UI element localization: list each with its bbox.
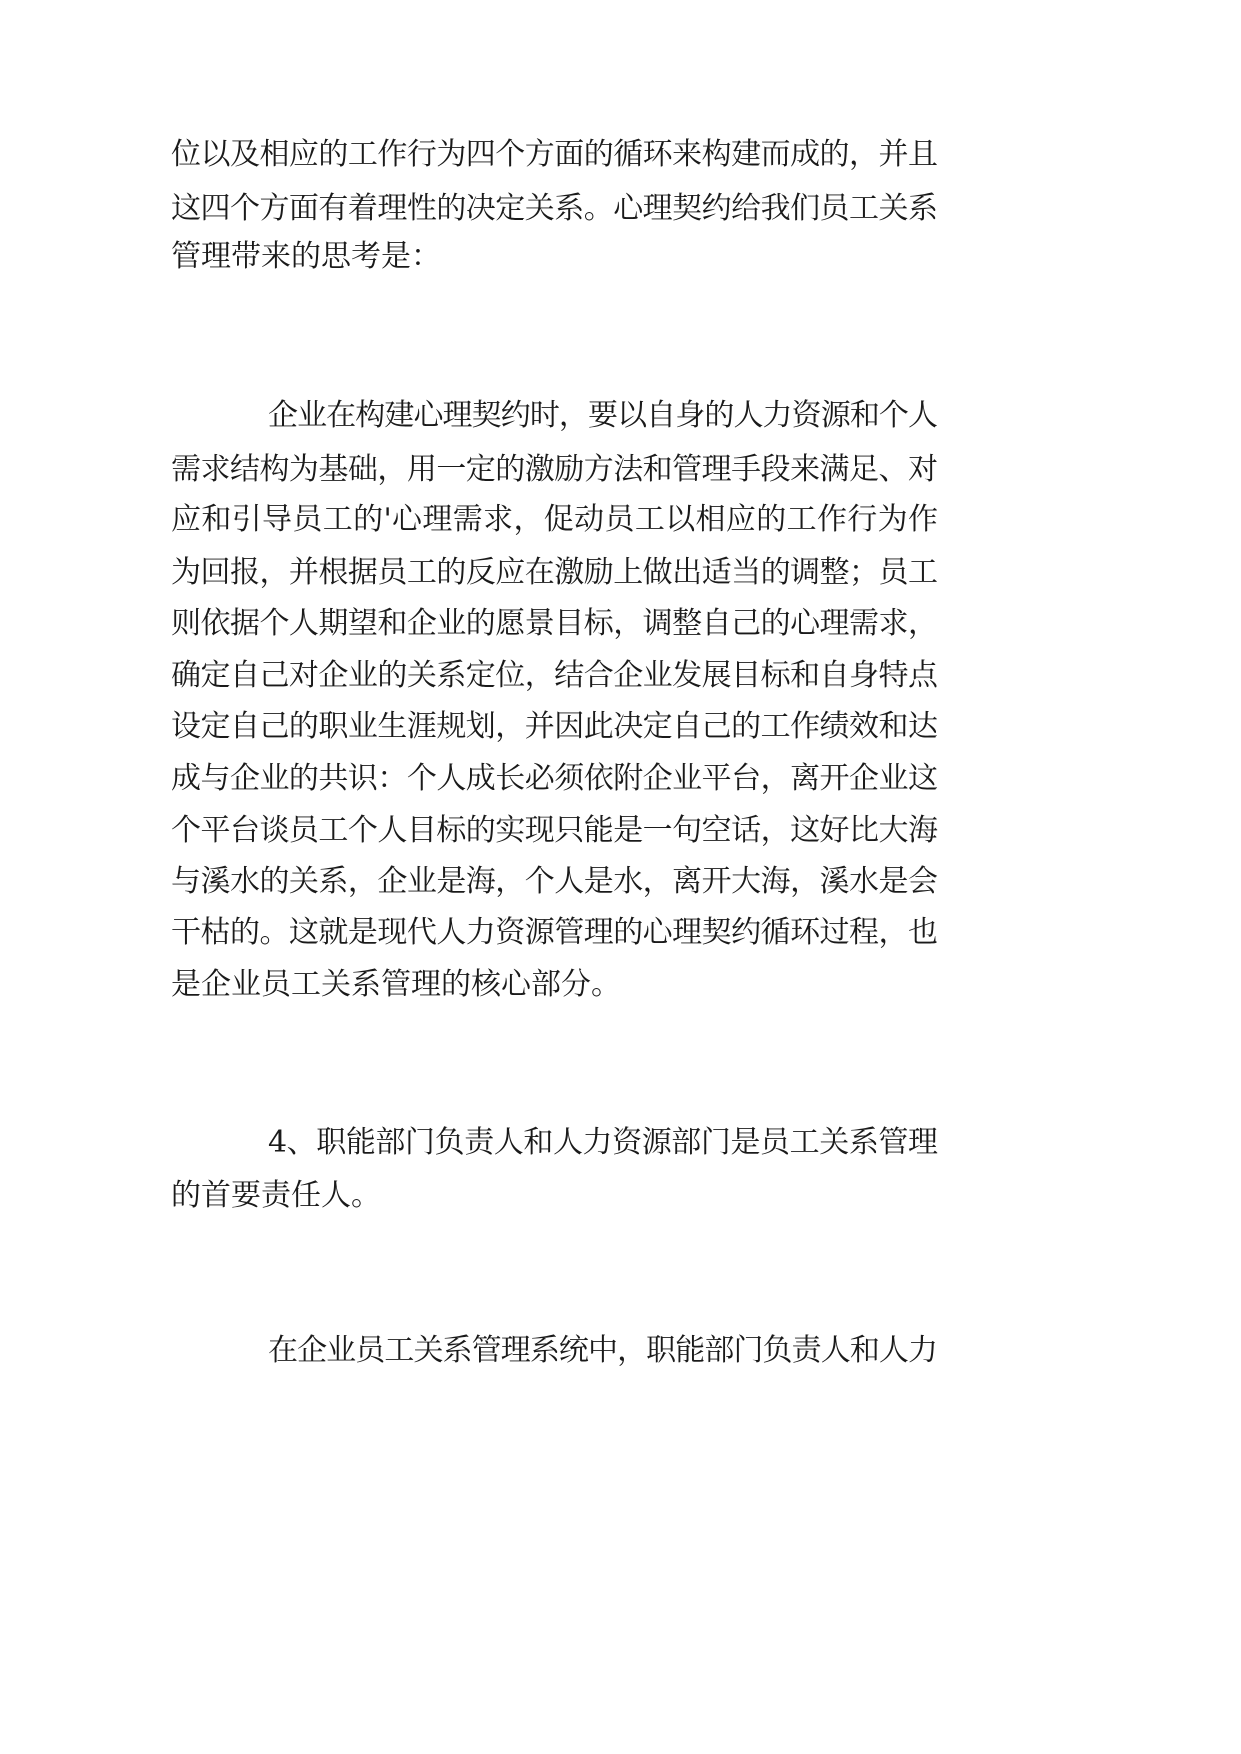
text-line-content: 的首要责任人。: [171, 1178, 381, 1213]
text-line: [0, 857, 1241, 907]
text-line: [0, 651, 1241, 701]
text-line: [0, 495, 1241, 545]
text-line: [0, 391, 1241, 441]
text-line-content: 4、职能部门负责人和人力资源部门是员工关系管理: [268, 1125, 938, 1160]
text-line-content: 为回报，并根据员工的反应在激励上做出适当的调整；员工: [171, 555, 938, 590]
text-line-content: 设定自己的职业生涯规划，并因此决定自己的工作绩效和达: [171, 709, 938, 744]
text-line: [0, 960, 1241, 1010]
text-line-content: 在企业员工关系管理系统中，职能部门负责人和人力: [268, 1333, 938, 1368]
text-line: [0, 1118, 1241, 1168]
text-line-content: 企业在构建心理契约时，要以自身的人力资源和个人: [268, 398, 938, 433]
text-line: [0, 548, 1241, 598]
text-line: [0, 184, 1241, 234]
text-line-content: 成与企业的共识：个人成长必须依附企业平台，离开企业这: [171, 761, 938, 796]
text-line: [0, 702, 1241, 752]
text-line-content: 应和引导员工的'心理需求，促动员工以相应的工作行为作: [171, 502, 939, 537]
text-line-content: 与溪水的关系，企业是海，个人是水，离开大海，溪水是会: [171, 864, 938, 899]
text-line-content: 位以及相应的工作行为四个方面的循环来构建而成的，并且: [171, 137, 938, 172]
text-line: [0, 599, 1241, 649]
text-line-content: 是企业员工关系管理的核心部分。: [171, 967, 621, 1002]
text-line: [0, 232, 1241, 282]
text-line: [0, 445, 1241, 495]
text-line: [0, 1326, 1241, 1376]
text-line: [0, 754, 1241, 804]
text-line-content: 干枯的。这就是现代人力资源管理的心理契约循环过程，也: [171, 915, 938, 950]
text-line-content: 确定自己对企业的关系定位，结合企业发展目标和自身特点: [171, 658, 938, 693]
text-line: [0, 908, 1241, 958]
text-line-content: 管理带来的思考是：: [171, 239, 441, 274]
text-line: [0, 1171, 1241, 1221]
text-line-content: 这四个方面有着理性的决定关系。心理契约给我们员工关系: [171, 191, 938, 226]
text-line: [0, 806, 1241, 856]
text-line: [0, 130, 1241, 180]
text-line-content: 则依据个人期望和企业的愿景目标，调整自己的心理需求，: [171, 606, 938, 641]
text-line-content: 需求结构为基础，用一定的激励方法和管理手段来满足、对: [171, 452, 938, 487]
text-line-content: 个平台谈员工个人目标的实现只能是一句空话，这好比大海: [171, 813, 938, 848]
